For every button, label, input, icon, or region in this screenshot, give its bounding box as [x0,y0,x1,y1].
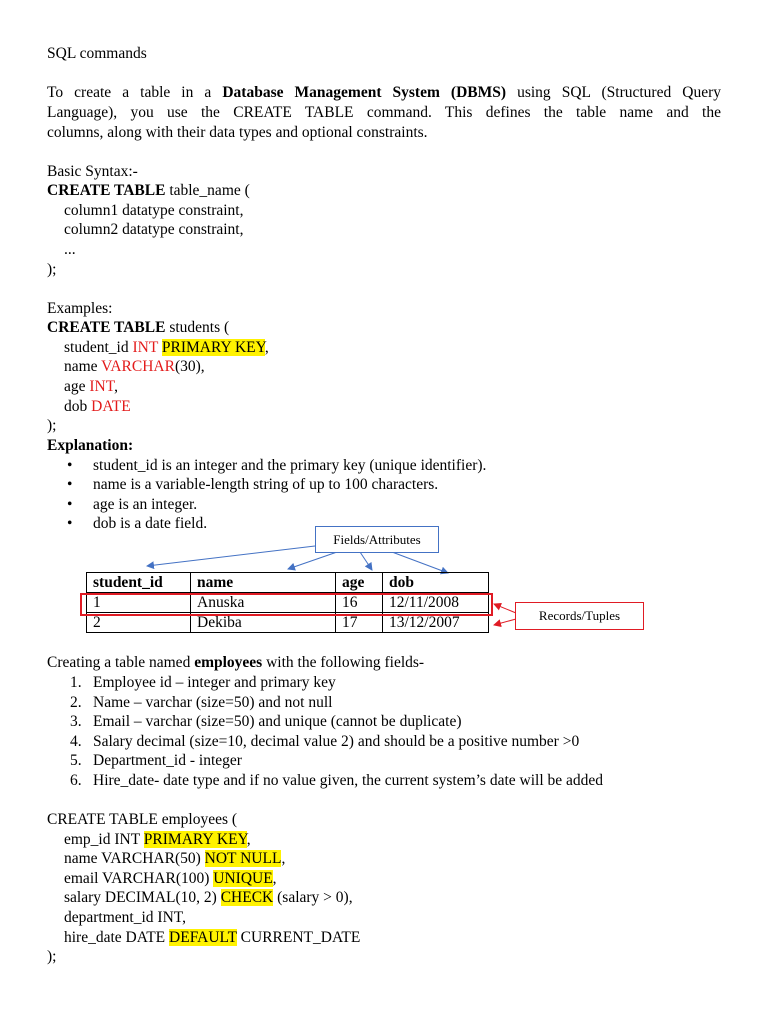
employees-close: ); [47,948,57,965]
arrow-to-record-1 [494,604,516,613]
header-dob: dob [383,573,489,593]
sql-line-hire-date: hire_date DATE DEFAULT CURRENT_DATE [64,929,361,946]
header-name: name [191,573,336,593]
example-row-age: age INT, [64,378,118,395]
sql-line-emp-id: emp_id INT PRIMARY KEY, [64,831,251,848]
syntax-heading: Basic Syntax:- [47,163,138,180]
syntax-column-1: column1 datatype constraint, [64,202,244,219]
example-row-dob: dob DATE [64,398,131,415]
arrow-to-age [360,552,372,570]
sql-line-department: department_id INT, [64,909,186,926]
sql-line-email: email VARCHAR(100) UNIQUE, [64,870,277,887]
fields-attributes-callout: Fields/Attributes [315,526,439,553]
intro-line-2: Language), you use the CREATE TABLE command. This defines the table name and the [47,104,721,121]
employees-create-line: CREATE TABLE employees ( [47,811,238,828]
syntax-ellipsis: ... [64,241,76,258]
records-tuples-callout: Records/Tuples [515,602,644,630]
examples-heading: Examples: [47,300,113,317]
example-row-name: name VARCHAR(30), [64,358,205,375]
example-close: ); [47,417,57,434]
example-create-line: CREATE TABLE students ( [47,319,230,336]
syntax-create-line: CREATE TABLE table_name ( [47,182,250,199]
header-age: age [336,573,383,593]
header-student-id: student_id [87,573,191,593]
sql-line-salary: salary DECIMAL(10, 2) CHECK (salary > 0), [64,889,353,906]
record-divider [80,614,489,615]
arrow-to-student-id [147,546,315,566]
intro-line-3: columns, along with their data types and optional constraints. [47,124,428,141]
syntax-close: ); [47,261,57,278]
table-row: 1 Anuska 16 12/11/2008 [87,593,489,613]
arrow-to-record-2 [494,619,516,625]
dbms-term: Database Management System (DBMS) [222,84,507,101]
record-highlight-1 [80,593,493,616]
syntax-column-2: column2 datatype constraint, [64,221,244,238]
example-row-student-id: student_id INT PRIMARY KEY, [64,339,269,356]
explanation-heading: Explanation: [47,437,134,454]
arrow-to-name [288,551,340,569]
arrow-to-dob [392,552,448,573]
sql-line-name: name VARCHAR(50) NOT NULL, [64,850,286,867]
table-header-row [87,573,489,593]
page-title: SQL commands [47,45,147,62]
intro-line-1: To create a table in a Database Management System (DBMS) using SQL (Structured Query [47,84,721,101]
employees-intro: Creating a table named employees with the following fields- [47,654,425,671]
table-row: 2 Dekiba 17 13/12/2007 [87,613,489,633]
